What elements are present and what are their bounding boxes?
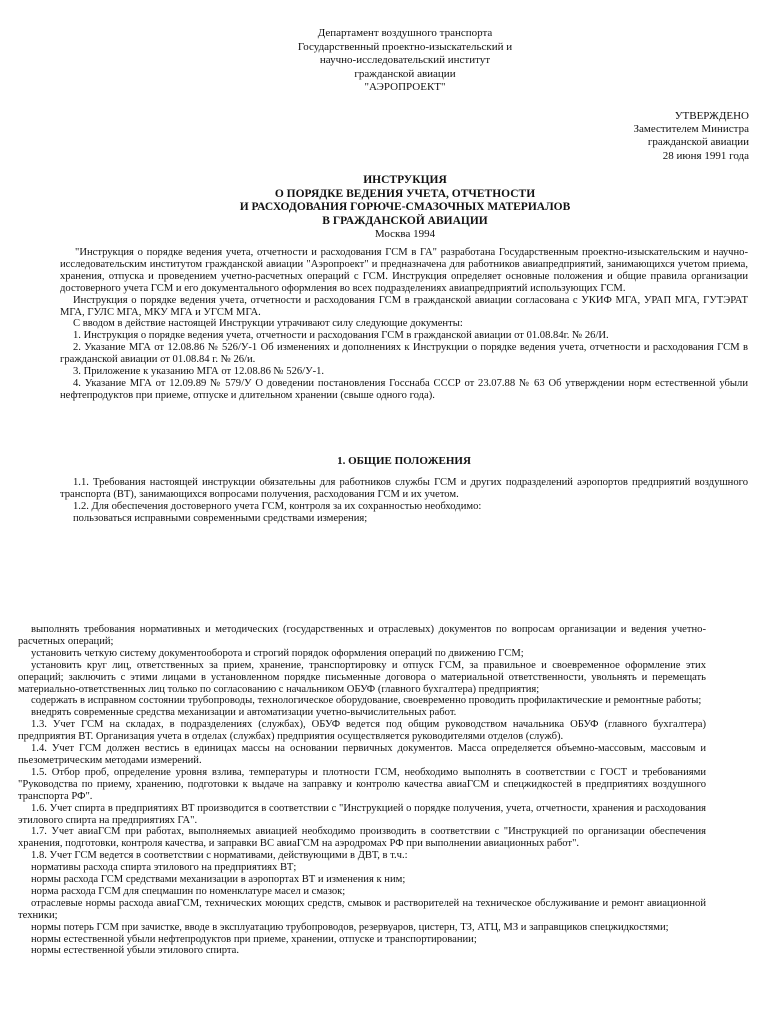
paragraph: 2. Указание МГА от 12.08.86 № 526/У-1 Об изменениях и дополнениях к Инструкции о порядке ведения учета, отчетности и расходования ГСМ в гражданской авиации от 01.08.84 г. № 26/и.: [60, 342, 748, 366]
paragraph: пользоваться исправными современными средствами измерения;: [73, 512, 368, 524]
issuer-line: гражданской авиации: [354, 67, 456, 80]
list-item: нормативы расхода спирта этилового на предприятиях ВТ;: [31, 862, 297, 874]
paragraph: 1.1. Требования настоящей инструкции обязательны для работников службы ГСМ и других подразделений аэропортов предприятий воздушного транспорта (ВТ), занимающихся вопросами получения, расходования ГСМ и их учетом.: [60, 477, 748, 500]
paragraph: содержать в исправном состоянии трубопроводы, технологическое оборудование, своевременно проводить профилактические и ремонтные работы;: [31, 695, 702, 707]
approval-line: УТВЕРЖДЕНО: [674, 110, 749, 122]
issuer-line: Государственный проектно-изыскательский и: [297, 40, 513, 53]
section-text-top: [60, 477, 748, 525]
paragraph: внедрять современные средства механизации и автоматизации учетно-вычислительных работ.: [31, 707, 457, 719]
paragraph: выполнять требования нормативных и методических (государственных и отраслевых) документов по вопросам организации и ведения учетно-расчетных операций;: [18, 624, 706, 647]
title-line: И РАСХОДОВАНИЯ ГОРЮЧЕ-СМАЗОЧНЫХ МАТЕРИАЛОВ: [239, 201, 571, 213]
title-line: В ГРАЖДАНСКОЙ АВИАЦИИ: [322, 214, 488, 227]
approval-line: Заместителем Министра: [633, 123, 749, 136]
paragraph: "Инструкция о порядке ведения учета, отчетности и расходования ГСМ в ГА" разработана Государственным проектно-изыскательским и научно-исследовательским институтом гражданской авиации "Аэропроект" и предназначена для работников авиапредприятий, занимающихся учетом приема, хранения, отпуска и проведением учетно-расчетных операций с ГСМ. Инструкция определяет основные положения и общие правила организации достоверного учета ГСМ и его документального оформления во всех подразделениях авиапредприятий использующих ГСМ.: [60, 247, 748, 294]
list-item: норма расхода ГСМ для спецмашин по номенклатуре масел и смазок;: [31, 885, 346, 897]
paragraph: 1.7. Учет авиаГСМ при работах, выполняемых авиацией необходимо производить в соответствии с "Инструкцией по организации обеспечения хранения, подготовки, контроля качества, и заправки ВС авиаГСМ на аэродромах РФ при выполнении авиационных работ".: [18, 826, 706, 850]
paragraph: 1.5. Отбор проб, определение уровня взлива, температуры и плотности ГСМ, необходимо выполнять в соответствии с ГОСТ и требованиями "Руководства по приему, хранению, подготовки к выдаче на заправку и контролю качества авиаГСМ и спецжидкостей в предприятиях воздушного транспорта РФ".: [18, 766, 706, 802]
paragraph: 1.4. Учет ГСМ должен вестись в единицах массы на основании первичных документов. Масса определяется объемно-массовым, массовым и пьезометрическим методами измерений.: [18, 743, 706, 766]
list-item: нормы естественной убыли этилового спирта.: [31, 945, 240, 957]
list-item: отраслевые нормы расхода авиаГСМ, технических моющих средств, смывок и растворителей на техническое обслуживание и ремонт авиационной техники;: [18, 897, 706, 921]
list-item: нормы естественной убыли нефтепродуктов при приеме, хранении, отпуске и транспортировании;: [31, 933, 477, 945]
paragraph: 1.6. Учет спирта в предприятиях ВТ производится в соответствии с "Инструкцией о порядке получения, учета, отчетности, хранения и расходования этилового спирта на предприятиях ГА".: [18, 802, 706, 826]
list-item: нормы расхода ГСМ средствами механизации в аэропортах ВТ и изменения к ним;: [31, 874, 406, 886]
issuer-line: научно-исследовательский институт: [319, 54, 491, 66]
paragraph: 1.3. Учет ГСМ на складах, в подразделениях (службах), ОБУФ ведется под общим руководством начальника ОБУФ (главного бухгалтера) предприятия ВТ. Организация учета в отделах (службах) предприятия осуществляется руководителями отделов (служб).: [18, 719, 706, 743]
intro-text: [60, 247, 748, 402]
paragraph: установить четкую систему документооборота и строгий порядок оформления операций по движению ГСМ;: [31, 647, 524, 659]
paragraph: 3. Приложение к указанию МГА от 12.08.86 № 526/У-1.: [73, 366, 325, 378]
approval-block: [633, 110, 749, 163]
approval-line: гражданской авиации: [647, 136, 749, 149]
paragraph: установить круг лиц, ответственных за прием, хранение, транспортировку и отпуск ГСМ, за правильное и своевременное оформление этих операций; заключить с этими лицами в установленном порядке письменные договора о материальной ответственности, увольнять и перемещать материально-ответственных лиц только по согласованию с начальником ОБУФ (главного бухгалтера) предприятия;: [18, 659, 706, 695]
paragraph: 1.8. Учет ГСМ ведется в соответствии с нормативами, действующими в ДВТ, в т.ч.:: [31, 850, 408, 862]
title-line: ИНСТРУКЦИЯ: [363, 174, 447, 186]
paragraph: 1.2. Для обеспечения достоверного учета ГСМ, контроля за их сохранностью необходимо:: [73, 500, 482, 512]
place-year: Москва 1994: [374, 228, 436, 240]
approval-date: 28 июня 1991 года: [662, 149, 749, 162]
paragraph: 1. Инструкция о порядке ведения учета, отчетности и расходования ГСМ в гражданской авиации от 01.08.84г. № 26/И.: [73, 330, 609, 342]
title-line: О ПОРЯДКЕ ВЕДЕНИЯ УЧЕТА, ОТЧЕТНОСТИ: [274, 187, 536, 200]
section-heading: 1. ОБЩИЕ ПОЛОЖЕНИЯ: [337, 455, 471, 467]
issuer-line: "АЭРОПРОЕКТ": [364, 81, 446, 93]
issuer-header: [0, 27, 768, 95]
paragraph: Инструкция о порядке ведения учета, отчетности и расходования ГСМ в гражданской авиации согласована с УКИФ МГА, УРАП МГА, ГУТЭРАТ МГА, ГУЛС МГА, МКУ МГА и УГСМ МГА.: [60, 294, 748, 318]
issuer-line: Департамент воздушного транспорта: [317, 27, 493, 39]
paragraph: С вводом в действие настоящей Инструкции утрачивают силу следующие документы:: [73, 318, 463, 330]
section-text-bottom: [18, 624, 706, 957]
list-item: нормы потерь ГСМ при зачистке, вводе в эксплуатацию трубопроводов, резервуаров, цистерн, ТЗ, АТЦ, МЗ и заправщиков спецжидкостями;: [31, 921, 669, 933]
paragraph: 4. Указание МГА от 12.09.89 № 579/У О доведении постановления Госснаба СССР от 23.07.88 № 63 Об утверждении норм естественной убыли нефтепродуктов при приеме, отпуске и длительном хранении (свыше одного года).: [60, 377, 748, 401]
document-title: [0, 174, 768, 242]
